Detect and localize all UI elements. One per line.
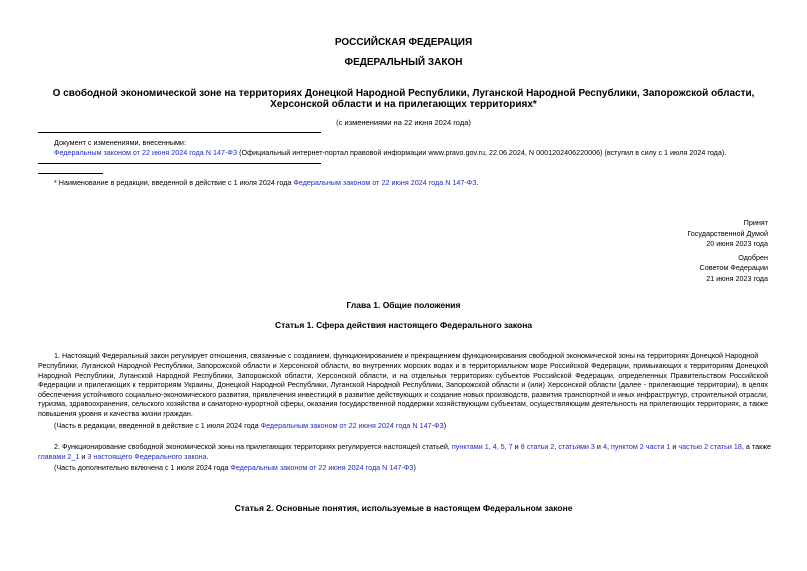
paragraph-1-body: Республики, Луганской Народной Республики, Запорожской области и Херсонской области, во внутренних морских водах и в территориальном море Российской Федерации, примыкающих к территориям Донецкой Народной Республики, Луганской Народной Республики, Запорожской области, Херсонской области, и на отдельных территориях субъектов Российской Федерации, определенных Правительством Российской Федерации и прилегающих к территориям Украины, Донецкой Народной Республики, Луганской Народной Республики, Запорожской области и (или) Херсонской области (далее - прилегающие территории), в целях обеспечения устойчивого социально-экономического развития, привлечения инвестиций в развитие действующих и создание новых производств, развития транспортной и иных инфраструктур, строительной отрасли, туризма, здравоохранения, сельского хозяйства и санаторно-курортной сферы, оказания государственной поддержки хозяйствующим субъектам, осуществляющим деятельность на прилегающих территориях, а также повышения уровня и качества жизни граждан.	[38, 361, 768, 418]
note-suffix: )	[443, 421, 447, 430]
adoption-line: 20 июня 2023 года	[706, 239, 768, 249]
paragraph-2	[54, 442, 772, 452]
p2-link-article-3[interactable]: статьями 3	[558, 442, 595, 451]
adoption-line: Принят	[743, 218, 768, 227]
note-prefix: (Часть дополнительно включена с 1 июля 2024 года	[54, 463, 231, 472]
footnote	[54, 178, 479, 188]
paragraph-1-first-line: 1. Настоящий Федеральный закон регулирует отношения, связанные с созданием, функционированием и прекращением функционирования свободной экономической зоны на территориях Донецкой Народной	[54, 351, 759, 360]
p2-text: и	[512, 442, 521, 451]
footnote-divider	[38, 173, 103, 174]
law-title: О свободной экономической зоне на территориях Донецкой Народной Республики, Луганской Народной Республики, Запорожской области, Херсонской области и на прилегающих территориях*	[52, 88, 755, 110]
changes-line	[54, 148, 774, 158]
country-heading: РОССИЙСКАЯ ФЕДЕРАЦИЯ	[334, 37, 473, 48]
changes-details: (Официальный интернет-портал правовой информации www.pravo.gov.ru, 22.06.2024, N 0001202406220006) (вступил в силу с 1 июля 2024 года).	[237, 148, 727, 157]
note-law-link[interactable]: Федеральным законом от 22 июня 2024 года N 147-ФЗ	[230, 463, 414, 472]
adoption-line: Государственной Думой	[687, 228, 768, 238]
note-law-link[interactable]: Федеральным законом от 22 июня 2024 года N 147-ФЗ	[260, 421, 444, 430]
p2-text: ,	[554, 442, 559, 451]
adoption-line: Одобрен	[738, 252, 768, 262]
p2-text: и	[670, 442, 679, 451]
p2-text: и	[594, 442, 603, 451]
footnote-suffix: .	[476, 178, 479, 187]
paragraph-1-note	[54, 421, 446, 430]
changes-label: Документ с изменениями, внесенными:	[54, 138, 186, 147]
p2-link-chapter-3[interactable]: 3 настоящего Федерального закона	[87, 452, 207, 461]
p2-link-chapters[interactable]: главами 2_1	[38, 452, 80, 461]
note-suffix: )	[413, 463, 416, 472]
footnote-prefix: * Наименование в редакции, введенной в действие с 1 июля 2024 года	[54, 178, 294, 187]
footnote-law-link[interactable]: Федеральным законом от 22 июня 2024 года N 147-ФЗ	[293, 178, 477, 187]
adoption-block	[687, 218, 768, 285]
adoption-line: Советом Федерации	[699, 263, 768, 273]
p2-link-article-18[interactable]: частью 2 статьи 18	[678, 442, 742, 451]
divider	[38, 132, 321, 133]
p2-text: , а также	[741, 442, 772, 451]
adoption-line: 21 июня 2023 года	[706, 273, 768, 283]
note-prefix: (Часть в редакции, введенной в действие с 1 июля 2024 года	[54, 421, 261, 430]
p2-link-article-4[interactable]: 4	[602, 442, 607, 451]
p2-text: 2. Функционирование свободной экономической зоны на прилегающих территориях регулируется настоящей статьей,	[54, 442, 452, 451]
article-title: Статья 1. Сфера действия настоящего Федерального закона	[274, 320, 533, 330]
p2-text: .	[206, 452, 209, 461]
p2-link-article-2[interactable]: 8 статьи 2	[520, 442, 555, 451]
article-title: Статья 2. Основные понятия, используемые в настоящем Федеральном законе	[234, 503, 573, 513]
p2-text: ,	[606, 442, 611, 451]
revision-note: (с изменениями на 22 июня 2024 года)	[336, 118, 471, 127]
law-type-heading: ФЕДЕРАЛЬНЫЙ ЗАКОН	[344, 57, 463, 68]
changes-law-link[interactable]: Федеральным законом от 22 июня 2024 года N 147-ФЗ	[54, 148, 238, 157]
p2-text: и	[79, 452, 88, 461]
chapter-title: Глава 1. Общие положения	[346, 300, 461, 310]
p2-link-part-1[interactable]: пунктом 2 части 1	[610, 442, 671, 451]
paragraph-2-continuation	[38, 452, 209, 461]
paragraph-2-note	[54, 463, 416, 472]
p2-link-items[interactable]: пунктами 1, 4, 5, 7	[451, 442, 513, 451]
divider	[38, 163, 321, 164]
